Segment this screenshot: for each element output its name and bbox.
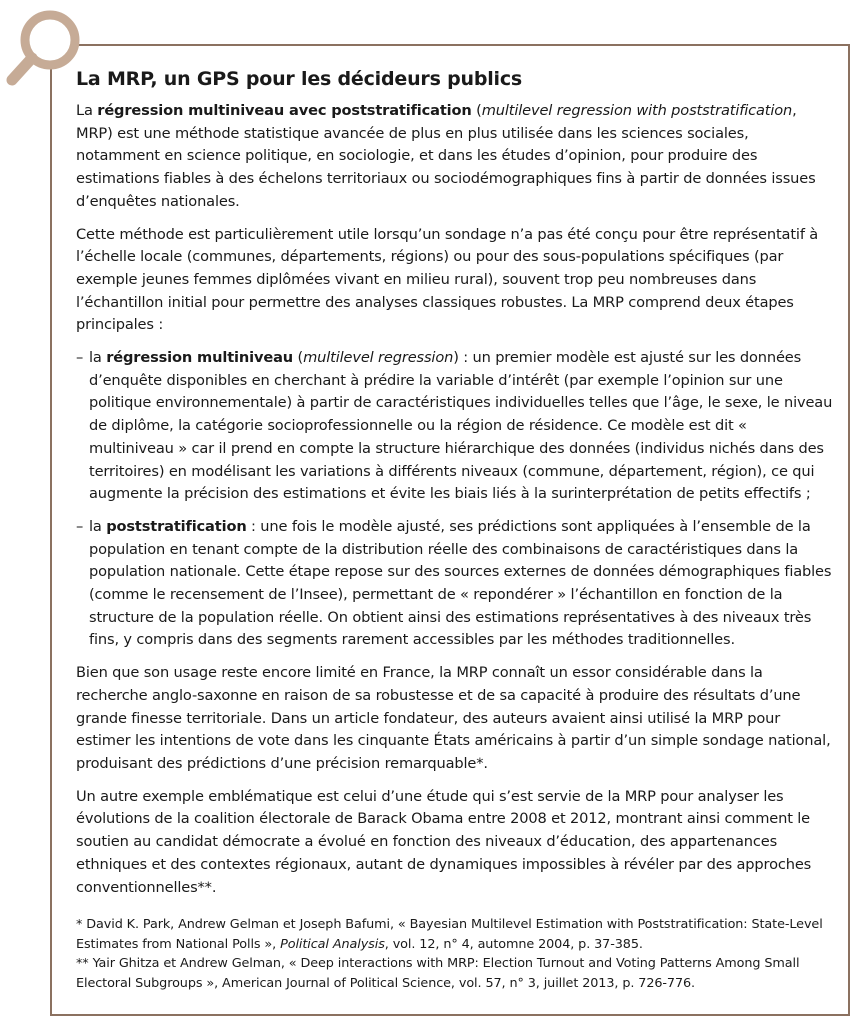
paragraph-usefulness: Cette méthode est particulièrement utile lorsqu’un sondage n’a pas été conçu pour être représentatif à l’échelle locale (communes, départements, régions) ou pour des sous-populations spécifiques (par exemple jeunes femmes diplômées vivant en milieu rural), souvent trop peu nombreuses dans l’échantillon initial pour permettre des analyses classiques robustes. La MRP comprend deux étapes principales :: [76, 225, 819, 334]
term-multilevel-regression-english: multilevel regression: [303, 349, 454, 367]
info-box-content: [76, 66, 836, 993]
journal-title: Political Analysis: [280, 936, 385, 952]
paragraph-intro: La régression multiniveau avec poststratification (multilevel regression with poststratification, MRP) est une méthode statistique avancée de plus en plus utilisée dans les sciences sociales, notamment en science politique, en sociologie, et dans les études d’opinion, pour produire des estimations fiables à des échelons territoriaux ou sociodémographiques fins à partir de données issues d’enquêtes nationales.: [76, 102, 816, 210]
box-title: La MRP, un GPS pour les décideurs publics: [76, 68, 523, 90]
paragraph-example: Un autre exemple emblématique est celui d’une étude qui s’est servie de la MRP pour analyser les évolutions de la coalition électorale de Barack Obama entre 2008 et 2012, montrant ainsi comment le soutien au candidat démocrate a évolué en fonction des niveaux d’éducation, des appartenances ethniques et des contextes régionaux, autant de dynamiques impossibles à révéler par des approches conventionnelles**.: [76, 787, 812, 896]
term-poststratification: poststratification: [106, 517, 247, 535]
list-item-poststratification: – la poststratification : une fois le modèle ajusté, ses prédictions sont appliquées à l’ensemble de la population en tenant compte de la distribution réelle des combinaisons de caractéristiques dans la population nationale. Cette étape repose sur des sources externes de données démographiques fiables (comme le recensement de l’Insee), permettant de « repondérer » l’échantillon en fonction de la structure de la population réelle. On obtient ainsi des estimations représentatives à des niveaux très fins, y compris dans des segments rarement accessibles par les méthodes traditionnelles.: [76, 517, 832, 649]
list-dash: –: [76, 349, 84, 367]
term-mrp: régression multiniveau avec poststratification: [97, 102, 472, 119]
footnote-1: * David K. Park, Andrew Gelman et Joseph Bafumi, « Bayesian Multilevel Estimation with Poststratification: State-Level Estimates from National Polls », Political Analysis, vol. 12, n° 4, automne 2004, p. 37-385.: [76, 917, 823, 952]
list-dash: –: [76, 517, 84, 535]
term-mrp-english: multilevel regression with poststratification: [481, 102, 793, 119]
footnotes: [76, 915, 836, 993]
paragraph-usage: Bien que son usage reste encore limité en France, la MRP connaît un essor considérable dans la recherche anglo-saxonne en raison de sa robustesse et de sa capacité à produire des résultats d’une grande finesse territoriale. Dans un article fondateur, des auteurs avaient ainsi utilisé la MRP pour estimer les intentions de vote dans les cinquante États américains à partir d’un simple sondage national, produisant des prédictions d’une précision remarquable*.: [76, 664, 831, 772]
list-item-multilevel-regression: – la régression multiniveau (multilevel regression) : un premier modèle est ajusté sur les données d’enquête disponibles en cherchant à prédire la variable d’intérêt (par exemple l’opinion sur une politique environnementale) à partir de caractéristiques individuelles telles que l’âge, le sexe, le niveau de diplôme, la catégorie socioprofessionnelle ou la région de résidence. Ce modèle est dit « multiniveau » car il prend en compte la structure hiérarchique des données (individus nichés dans des territoires) en modélisant les variations à différents niveaux (commune, département, région), ce qui augmente la précision des estimations et évite les biais liés à la surinterprétation de petits effectifs ;: [76, 349, 833, 503]
magnifying-glass-icon: [0, 0, 96, 96]
term-multilevel-regression: régression multiniveau: [106, 349, 294, 367]
footnote-2: ** Yair Ghitza et Andrew Gelman, « Deep interactions with MRP: Election Turnout and Voting Patterns Among Small Electoral Subgroups », American Journal of Political Science, vol. 57, n° 3, juillet 2013, p. 726-776.: [76, 956, 800, 991]
